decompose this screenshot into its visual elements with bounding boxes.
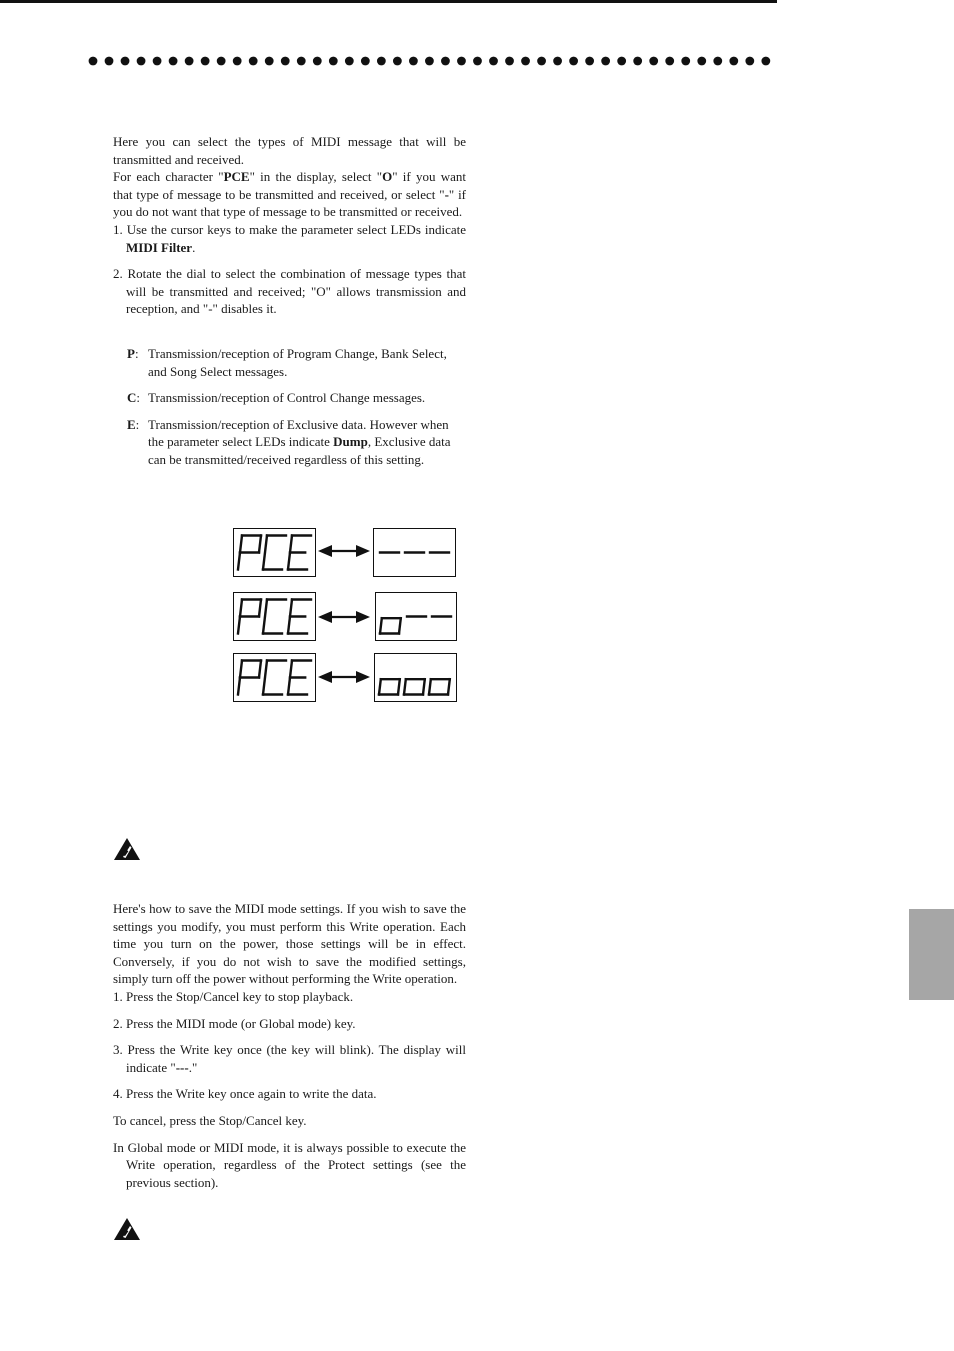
header-dot xyxy=(649,57,658,66)
write-step-1: 1. Press the Stop/Cancel key to stop playback. xyxy=(113,988,354,1004)
header-dot xyxy=(537,57,546,66)
header-dot xyxy=(169,57,178,66)
header-dot xyxy=(665,57,674,66)
header-dot xyxy=(601,57,610,66)
header-dot xyxy=(377,57,386,66)
write-cancel-note: To cancel, press the Stop/Cancel key. xyxy=(113,1112,307,1128)
header-dot xyxy=(265,57,274,66)
double-arrow-icon xyxy=(318,543,370,559)
display-left-2 xyxy=(233,592,316,641)
header-dot xyxy=(201,57,210,66)
display-left-3 xyxy=(233,653,316,702)
midi-filter-intro xyxy=(113,133,466,318)
header-dot xyxy=(569,57,578,66)
display-right-3 xyxy=(374,653,457,702)
header-dot xyxy=(89,57,98,66)
header-dot xyxy=(153,57,162,66)
display-left-1 xyxy=(233,528,316,577)
header-dot xyxy=(345,57,354,66)
header-dot xyxy=(409,57,418,66)
write-step-4: 4. Press the Write key once again to write the data. xyxy=(113,1086,377,1102)
led-o-dash-dash xyxy=(376,593,456,640)
header-dot xyxy=(441,57,450,66)
header-dot xyxy=(393,57,402,66)
header-dot xyxy=(313,57,322,66)
write-intro: Here's how to save the MIDI mode settings. If you wish to save the settings you modify, you must perform this Write operation. Each time you turn on the power, those settings will be in effect. Conversely, if you do not wish to save the modified settings, simply turn off the power without performing the Write operation. xyxy=(113,901,466,987)
header-rule xyxy=(0,0,777,3)
write-section xyxy=(113,900,466,1191)
header-dot xyxy=(761,57,770,66)
led-pce xyxy=(234,529,315,576)
definition-e: E: Transmission/reception of Exclusive data. However when the parameter select LEDs indicate Dump, Exclusive data can be transmitted/received regardless of this setting. xyxy=(127,416,451,467)
header-dot xyxy=(521,57,530,66)
step-1: 1. Use the cursor keys to make the parameter select LEDs indicate MIDI Filter. xyxy=(113,221,466,255)
header-dot xyxy=(361,57,370,66)
led-pce xyxy=(234,593,315,640)
header-dot xyxy=(185,57,194,66)
double-arrow-icon xyxy=(318,669,370,685)
header-dot xyxy=(281,57,290,66)
display-right-1 xyxy=(373,528,456,577)
double-arrow-icon xyxy=(318,609,370,625)
chapter-thumb-tab xyxy=(909,909,954,1000)
header-dot xyxy=(713,57,722,66)
definition-c: C: Transmission/reception of Control Change messages. xyxy=(127,390,426,406)
intro-paragraph-2: For each character "PCE" in the display, select "O" if you want that type of message to be transmitted and received, or select "-" if you do not want that type of message to be transmitted or received. xyxy=(113,169,467,220)
header-dot-row xyxy=(88,54,788,68)
header-dot xyxy=(489,57,498,66)
header-dot xyxy=(297,57,306,66)
header-dot xyxy=(457,57,466,66)
display-right-2 xyxy=(375,592,457,641)
led-ooo xyxy=(375,654,456,701)
header-dot xyxy=(105,57,114,66)
intro-paragraph-1: Here you can select the types of MIDI message that will be transmitted and received. xyxy=(113,134,466,167)
header-dot xyxy=(329,57,338,66)
header-dot xyxy=(585,57,594,66)
definition-p: P: Transmission/reception of Program Change, Bank Select, and Song Select messages. xyxy=(127,346,447,379)
header-dot xyxy=(249,57,258,66)
message-type-definitions xyxy=(127,345,467,478)
header-dot xyxy=(137,57,146,66)
header-dot xyxy=(553,57,562,66)
caution-icon xyxy=(113,1217,141,1241)
header-dot xyxy=(121,57,130,66)
write-step-3: 3. Press the Write key once (the key will blink). The display will indicate "---." xyxy=(113,1042,466,1075)
header-dot xyxy=(233,57,242,66)
header-dot xyxy=(745,57,754,66)
header-dot xyxy=(473,57,482,66)
header-dot xyxy=(617,57,626,66)
header-dot xyxy=(633,57,642,66)
caution-icon xyxy=(113,837,141,861)
header-dot xyxy=(681,57,690,66)
write-protect-note: In Global mode or MIDI mode, it is always possible to execute the Write operation, regardless of the Protect settings (see the previous section). xyxy=(113,1139,466,1190)
step-2: 2. Rotate the dial to select the combination of message types that will be transmitted and received; "O" allows transmission and reception, and "-" disables it. xyxy=(113,266,466,317)
header-dot xyxy=(217,57,226,66)
header-dot xyxy=(425,57,434,66)
write-step-2: 2. Press the MIDI mode (or Global mode) key. xyxy=(113,1015,356,1031)
header-dot xyxy=(729,57,738,66)
header-dot xyxy=(505,57,514,66)
led-dash-dash-dash xyxy=(374,529,455,576)
header-dot xyxy=(697,57,706,66)
led-pce xyxy=(234,654,315,701)
